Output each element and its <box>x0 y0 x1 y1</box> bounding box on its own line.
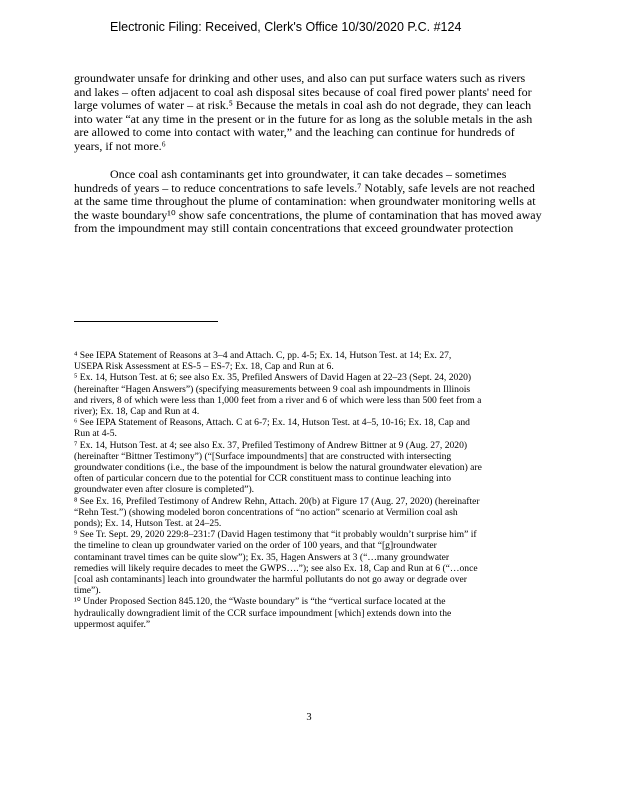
text-line: groundwater unsafe for drinking and other uses, and also can put surface waters such as rivers <box>74 71 526 85</box>
footnote-line: ¹⁰ Under Proposed Section 845.120, the “Waste boundary” is “the “vertical surface located at the <box>74 596 446 608</box>
paragraph-2 <box>74 168 594 236</box>
footnote-line: [coal ash contaminants] leach into groundwater the harmful pollutants do not go away or degrade over <box>74 574 467 586</box>
footnote-line: ⁵ Ex. 14, Hutson Test. at 6; see also Ex. 35, Prefiled Answers of David Hagen at 22–23 (Sept. 24, 2020) <box>74 372 472 384</box>
footnotes <box>74 350 594 630</box>
footnote-line: “Rehn Test.”) (showing modeled boron concentrations of “no action” scenario at Vermilion coal ash <box>74 506 458 518</box>
footnote-line: often of particular concern due to the potential for CCR constituent mass to continue leaching into <box>74 473 451 485</box>
footnote-line: ⁹ See Tr. Sept. 29, 2020 229:8–231:7 (David Hagen testimony that “it probably wouldn’t surprise him” if <box>74 529 477 541</box>
footnote-line: ⁸ See Ex. 16, Prefiled Testimony of Andrew Rehn, Attach. 20(b) at Figure 17 (Aug. 27, 2020) (hereinafter <box>74 495 480 507</box>
footnote-separator <box>74 321 218 322</box>
footnote-line: time”). <box>74 585 101 597</box>
footnote-line: (hereinafter “Hagen Answers”) (specifying measurements between 9 coal ash impoundments in Illinois <box>74 383 471 395</box>
footnote-line: groundwater conditions (i.e., the base of the impoundment is below the natural groundwater elevation) are <box>74 462 482 474</box>
text-line: into water “at any time in the present or in the future for as long as the soluble metals in the ash <box>74 111 533 126</box>
footnote-line: ⁶ See IEPA Statement of Reasons, Attach. C at 6-7; Ex. 14, Hutson Test. at 4–5, 10-16; Ex. 18, Cap and <box>74 417 470 429</box>
footnote-7 <box>74 440 594 496</box>
page-number: 3 <box>306 712 312 723</box>
footnote-line: Run at 4-5. <box>74 428 117 440</box>
paragraph-1 <box>74 72 594 154</box>
text-line: and lakes – often adjacent to coal ash disposal sites because of coal fired power plants' need for <box>74 84 532 99</box>
footnote-4 <box>74 350 594 372</box>
footnote-line: ⁷ Ex. 14, Hutson Test. at 4; see also Ex. 37, Prefiled Testimony of Andrew Bittner at 9 (Aug. 27, 2020) <box>74 439 468 451</box>
footnote-line: USEPA Risk Assessment at ES-5 – ES-7; Ex. 18, Cap and Run at 6. <box>74 361 334 373</box>
text-line: at the same time throughout the plume of contamination: when groundwater monitoring wells at <box>74 194 536 209</box>
filing-stamp: Electronic Filing: Received, Clerk's Office 10/30/2020 P.C. #124 <box>110 20 462 34</box>
footnote-line: groundwater even after closure is completed”). <box>74 484 255 496</box>
footnote-line: (hereinafter “Bittner Testimony”) (“[Surface impoundments] that are constructed with intersecting <box>74 450 452 462</box>
footnote-line: contaminant travel times can be quite slow”); Ex. 35, Hagen Answers at 3 (“…many groundwater <box>74 551 450 563</box>
footnote-line: ⁴ See IEPA Statement of Reasons at 3–4 and Attach. C, pp. 4-5; Ex. 14, Hutson Test. at 14; Ex. 27, <box>74 350 452 361</box>
footnote-line: and rivers, 8 of which were less than 1,000 feet from a river and 6 of which were less than 500 feet from a <box>74 394 482 406</box>
text-line: the waste boundary¹⁰ show safe concentrations, the plume of contamination that has moved away <box>74 207 542 222</box>
footnote-line: uppermost aquifer.” <box>74 618 151 630</box>
footnote-9 <box>74 529 594 596</box>
text-line: Once coal ash contaminants get into groundwater, it can take decades – sometimes <box>110 167 507 181</box>
footnote-line: hydraulically downgradient limit of the CCR surface impoundment [which] extends down into the <box>74 607 452 619</box>
footnote-line: remedies will likely require decades to meet the GWPS….”); see also Ex. 18, Cap and Run at 6 (“…once <box>74 562 478 574</box>
text-line: years, if not more.⁶ <box>74 138 166 153</box>
text-line: large volumes of water – at risk.⁵ Because the metals in coal ash do not degrade, they can leach <box>74 98 532 113</box>
footnote-5 <box>74 372 594 417</box>
text-line: from the impoundment may still contain concentrations that exceed groundwater protection <box>74 221 514 236</box>
footnote-line: the timeline to clean up groundwater varied on the order of 100 years, and that “[g]roundwater <box>74 540 437 552</box>
text-line: hundreds of years – to reduce concentrations to safe levels.⁷ Notably, safe levels are not reached <box>74 180 535 195</box>
text-line-indented <box>74 168 594 182</box>
footnote-10 <box>74 596 594 630</box>
footnote-8 <box>74 496 594 530</box>
footnote-6 <box>74 417 594 439</box>
footnote-line: river); Ex. 18, Cap and Run at 4. <box>74 406 200 418</box>
footnote-line: ponds); Ex. 14, Hutson Test. at 24–25. <box>74 518 222 530</box>
text-line: are allowed to come into contact with water,” and the leaching can continue for hundreds of <box>74 125 515 140</box>
